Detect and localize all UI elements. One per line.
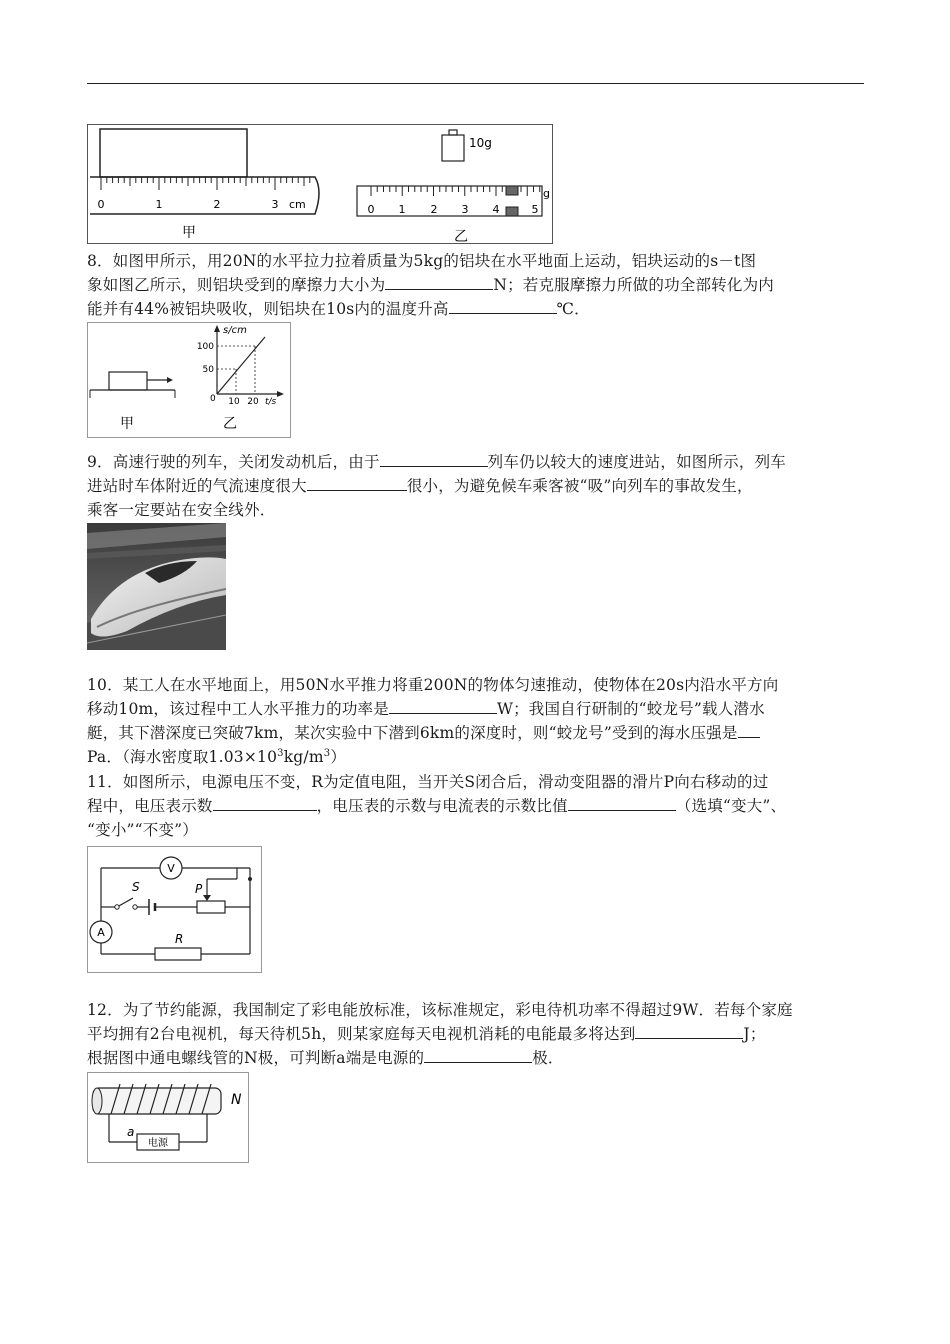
q12-line2b: J；	[743, 1025, 766, 1043]
q8-line3b: ℃．	[556, 300, 590, 318]
switch-label: S	[132, 880, 140, 894]
q10-line2a: 移动10m，该过程中工人水平推力的功率是	[87, 700, 389, 718]
q10-line3a: 艇，其下潜深度已突破7km，某次实验中下潜到6km的深度时，则“蛟龙号”受到的海水压强是	[87, 724, 738, 742]
ammeter-icon: A	[97, 926, 105, 939]
label-yi-graph: 乙	[223, 416, 237, 432]
aluminum-block	[109, 372, 147, 390]
q9-blank-pressure[interactable]	[307, 475, 407, 491]
q10-line4c: ）	[330, 748, 347, 766]
q9-line2b: 很小，为避免候车乘客被“吸”向列车的事故发生，	[406, 477, 753, 495]
q8-blank-temperature[interactable]	[449, 298, 557, 314]
q8-line2b: N；若克服摩擦力所做的功全部转化为内	[493, 276, 774, 294]
origin-label: 0	[210, 394, 216, 404]
question-9	[87, 450, 867, 522]
resistor-label: R	[175, 932, 184, 946]
t-axis-label: t/s	[265, 397, 277, 407]
q12-blank-pole[interactable]	[424, 1047, 532, 1063]
weight-label: 10g	[469, 136, 492, 150]
label-jia-block: 甲	[120, 416, 134, 432]
q8-line3a: 能并有44%被铝块吸收，则铝块在10s内的温度升高	[87, 300, 449, 318]
voltmeter-icon: V	[167, 862, 175, 875]
scale-unit: g	[543, 187, 550, 200]
q8-line2a: 象如图乙所示，则铝块受到的摩擦力大小为	[87, 276, 386, 294]
q9-line1b: 列车仍以较大的速度进站，如图所示，列车	[487, 453, 786, 471]
question-8	[87, 249, 867, 321]
q11-line2b: ，电压表的示数与电流表的示数比值	[316, 797, 568, 815]
circuit-diagram	[87, 846, 262, 973]
scale-tick-0: 0	[367, 203, 375, 216]
q12-line1: 12．为了节约能源，我国制定了彩电能放标准，该标准规定，彩电待机功率不得超过9W．若每个家庭	[87, 1001, 793, 1019]
ruler-tick-0: 0	[97, 198, 105, 211]
power-source-label: 电源	[148, 1138, 168, 1149]
s-axis-label: s/cm	[223, 325, 247, 336]
rider-lower	[506, 207, 518, 216]
q10-line4b: kg/m	[283, 748, 324, 766]
figure-block-and-st-graph	[87, 322, 291, 438]
q10-exponent-1: 3	[277, 747, 284, 759]
question-11	[87, 770, 867, 842]
q12-blank-energy[interactable]	[635, 1023, 743, 1039]
scale-tick-4: 4	[492, 203, 500, 216]
q11-line2a: 程中，电压表示数	[87, 797, 213, 815]
q11-blank-voltmeter[interactable]	[213, 795, 317, 811]
q12-line2a: 平均拥有2台电视机，每天待机5h，则某家庭每天电视机消耗的电能最多将达到	[87, 1025, 636, 1043]
scale-tick-5: 5	[531, 203, 539, 216]
q11-line1: 11．如图所示，电源电压不变，R为定值电阻，当开关S闭合后，滑动变阻器的滑片P向右移动的过	[87, 773, 769, 791]
ruler-unit: cm	[289, 198, 306, 211]
q9-line1a: 9．高速行驶的列车，关闭发动机后，由于	[87, 453, 380, 471]
q12-line3a: 根据图中通电螺线管的N极，可判断a端是电源的	[87, 1049, 425, 1067]
q10-blank-power[interactable]	[389, 698, 497, 714]
s-tick-100: 100	[196, 342, 214, 352]
q11-line2c: （选填“变大”、	[675, 797, 787, 815]
slider-label: P	[195, 882, 203, 896]
header-rule	[87, 83, 864, 84]
t-tick-20: 20	[247, 397, 259, 407]
q9-line3: 乘客一定要站在安全线外．	[87, 501, 276, 519]
ruler-tick-2: 2	[213, 198, 221, 211]
t-tick-10: 10	[228, 397, 240, 407]
ruler-tick-3: 3	[271, 198, 279, 211]
train-photo	[87, 523, 226, 650]
measured-block	[100, 129, 247, 177]
s-tick-50: 50	[202, 365, 214, 375]
q9-blank-inertia[interactable]	[380, 451, 488, 467]
label-jia-ruler: 甲	[182, 225, 196, 241]
q8-line1: 8．如图甲所示，用20N的水平拉力拉着质量为5kg的铝块在水平地面上运动，铝块运动的s－t图	[87, 252, 757, 270]
question-10	[87, 673, 867, 769]
q12-line3b: 极．	[532, 1049, 564, 1067]
q10-exponent-2: 3	[323, 747, 331, 759]
figure-ruler-and-balance	[87, 124, 553, 244]
label-yi-scale: 乙	[454, 229, 468, 244]
question-12	[87, 998, 867, 1070]
q11-blank-ratio[interactable]	[568, 795, 676, 811]
rider-upper	[506, 186, 518, 195]
q9-line2a: 进站时车体附近的气流速度很大	[87, 477, 307, 495]
scale-tick-1: 1	[398, 203, 406, 216]
slider-arrow	[203, 895, 211, 901]
q10-line1: 10．某工人在水平地面上，用50N水平推力将重200N的物体匀速推动，使物体在20s内沿水平方向	[87, 676, 779, 694]
weight-10g-icon	[442, 130, 464, 161]
terminal-a-label: a	[127, 1125, 135, 1139]
solenoid-diagram	[87, 1072, 249, 1163]
q10-line2b: W；我国自行研制的“蛟龙号”载人潜水	[496, 700, 765, 718]
north-pole-label: N	[231, 1092, 242, 1108]
ruler-tick-1: 1	[155, 198, 163, 211]
q8-blank-friction[interactable]	[385, 274, 493, 290]
scale-tick-3: 3	[461, 203, 469, 216]
rheostat	[197, 901, 225, 913]
scale-tick-2: 2	[430, 203, 438, 216]
q10-line4a: Pa．（海水密度取1.03×10	[87, 748, 278, 766]
st-line	[217, 337, 265, 394]
q10-blank-pressure[interactable]	[738, 722, 760, 738]
q11-line3: “变小”“不变”）	[87, 821, 198, 839]
resistor	[155, 948, 201, 960]
